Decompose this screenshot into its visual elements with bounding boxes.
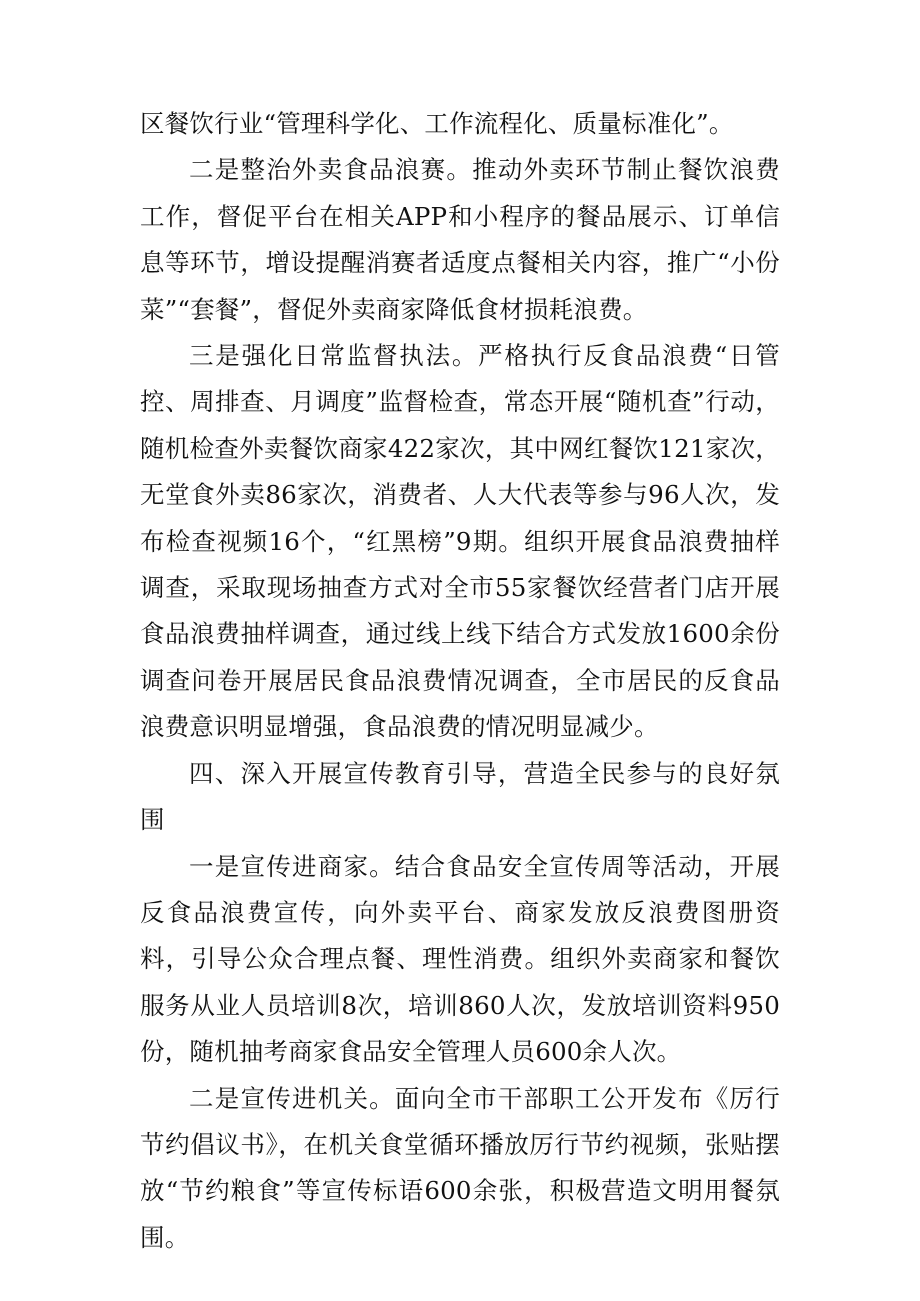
paragraph-government-offices: 二是宣传进机关。面向全市干部职工公开发布《厉行节约倡议书》，在机关食堂循环播放厉行节约视频，张贴摆放“节约粮食”等宣传标语600余张，积极营造文明用餐氛围。 <box>140 1083 780 1252</box>
paragraph-merchants: 一是宣传进商家。结合食品安全宣传周等活动，开展反食品浪费宣传，向外卖平台、商家发放反浪费图册资料，引导公众合理点餐、理性消费。组织外卖商家和餐饮服务从业人员培训8次，培训860人次，发放培训资料950份，随机抽考商家食品安全管理人员600余人次。 <box>140 851 780 1067</box>
paragraph-continuation: 区餐饮行业“管理科学化、工作流程化、质量标准化”。 <box>140 109 734 138</box>
document-body <box>140 101 780 1261</box>
section-heading-publicity: 四、深入开展宣传教育引导，营造全民参与的良好氛围 <box>140 758 780 835</box>
paragraph-takeout-waste: 二是整治外卖食品浪赛。推动外卖环节制止餐饮浪费工作，督促平台在相关APP和小程序的餐品展示、订单信息等环节，增设提醒消赛者适度点餐相关内容，推广“小份菜”“套餐”，督促外卖商家降低食材损耗浪费。 <box>140 155 780 324</box>
paragraph-supervision: 三是强化日常监督执法。严格执行反食品浪费“日管控、周排查、月调度”监督检查，常态开展“随机查”行动，随机检查外卖餐饮商家422家次，其中网红餐饮121家次，无堂食外卖86家次，消费者、人大代表等参与96人次，发布检查视频16个，“红黑榜”9期。组织开展食品浪费抽样调查，采取现场抽查方式对全市55家餐饮经营者门店开展食品浪费抽样调查，通过线上线下结合方式发放1600余份调查问卷开展居民食品浪费情况调查，全市居民的反食品浪费意识明显增强，食品浪费的情况明显减少。 <box>140 341 780 742</box>
